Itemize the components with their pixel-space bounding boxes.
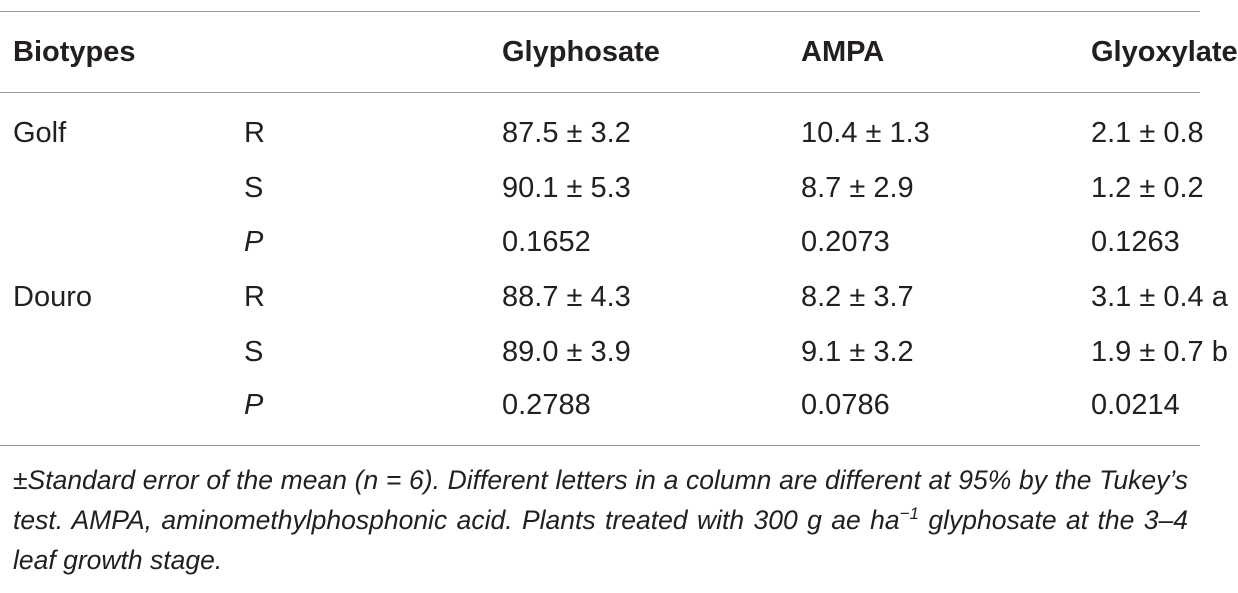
row-3-sub: R	[244, 281, 265, 313]
footnote-superscript: −1	[899, 504, 920, 523]
table-top-rule	[0, 11, 1200, 12]
header-biotypes: Biotypes	[13, 36, 136, 68]
row-1-sub: S	[244, 172, 264, 204]
table-header-rule	[0, 92, 1200, 93]
row-4-sub: S	[244, 336, 264, 368]
row-5-sub: P	[244, 389, 264, 421]
table-figure: Biotypes Glyphosate AMPA Glyoxylate Golf R 87.5 ± 3.2 10.4 ± 1.3 2.1 ± 0.8 S 90.1 ± 5.3 8.7 ± 2.9 1.2 ± 0.2 P 0.1652 0.2073 0.1263 Douro R 88.7 ± 4.3 8.2 ± 3.7 3.1 ± 0.4 a S 89.0 ± 3.9 9.1 ± 3.2 1.9 ± 0.7 b P 0.2788 0.0786 0.0214 ±Standard error of the mean (n = 6). Different letters in a column are different at 95% by the Tukey’s test. AMPA, aminomethylphosphonic acid. Plants treated with 300 g ae $ha^{-1}$ glyphosate at the 3–4 leaf growth stage.	[0, 0, 1200, 593]
row-2-sub: P	[244, 226, 264, 258]
row-0-biotype: Golf	[13, 117, 67, 149]
row-3-biotype: Douro	[13, 281, 92, 313]
table-footnote	[13, 460, 1188, 580]
row-0-sub: R	[244, 117, 265, 149]
footnote-text-a: ±Standard error of the mean (n = 6). Different letters in a column are different at 95% by the Tukey’s test. AMPA, aminomethylphosphonic acid. Plants treated with 300 g ae ha	[13, 465, 1188, 535]
footnote-text-b: glyphosate at the 3–4 leaf growth stage.	[13, 505, 1188, 575]
table-bottom-rule	[0, 445, 1200, 446]
